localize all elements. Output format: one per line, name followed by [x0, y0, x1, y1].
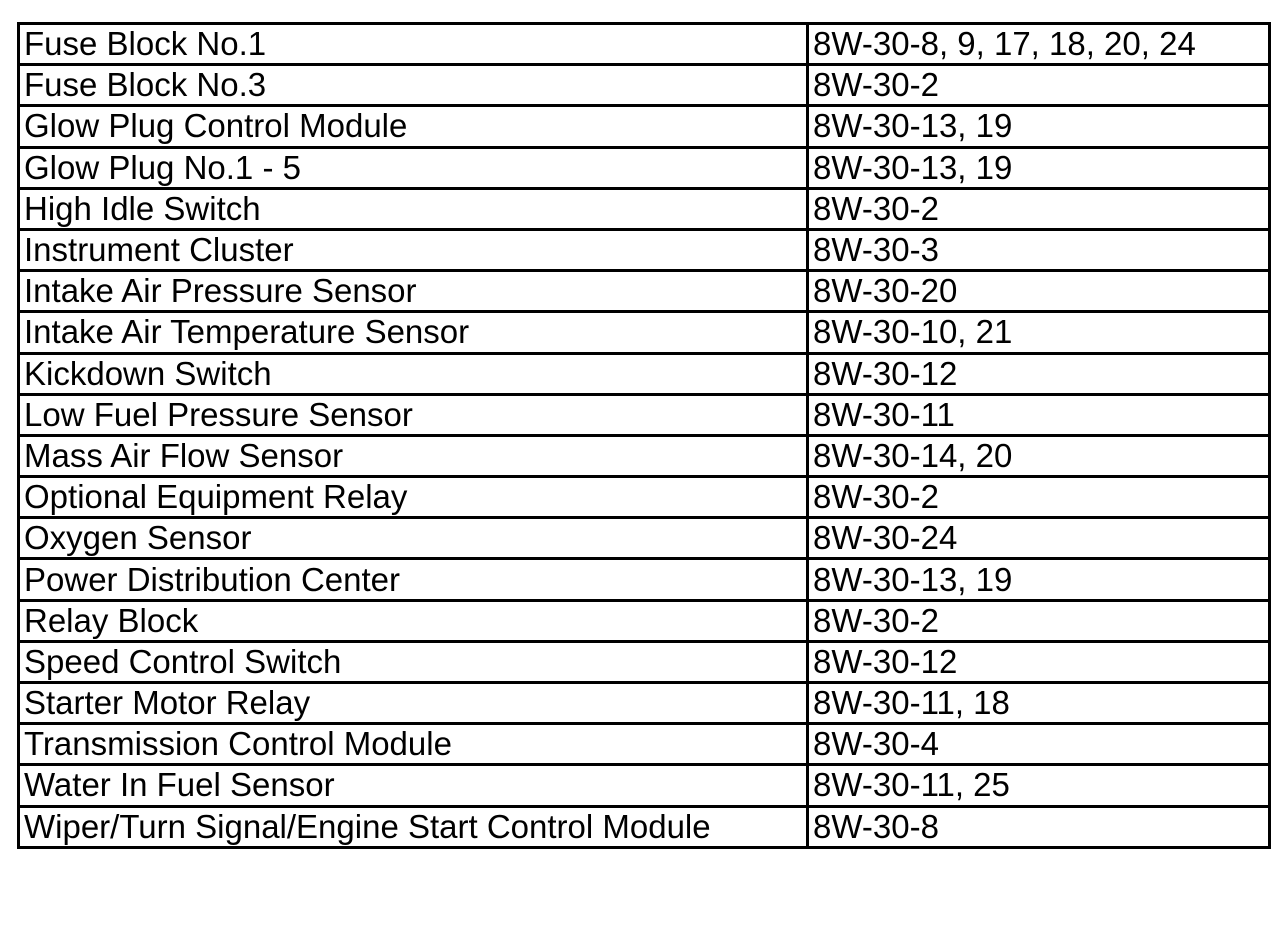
page-reference-cell: 8W-30-12 — [808, 353, 1270, 394]
component-name-cell: Intake Air Temperature Sensor — [19, 312, 808, 353]
table-row — [19, 683, 1270, 724]
component-index-table — [17, 22, 1271, 849]
table-row — [19, 271, 1270, 312]
component-name-cell: Fuse Block No.3 — [19, 65, 808, 106]
component-name-cell: Water In Fuel Sensor — [19, 765, 808, 806]
page-reference-cell: 8W-30-8, 9, 17, 18, 20, 24 — [808, 24, 1270, 65]
component-name-cell: Fuse Block No.1 — [19, 24, 808, 65]
component-name-cell: Starter Motor Relay — [19, 683, 808, 724]
component-name-cell: Relay Block — [19, 600, 808, 641]
table-row — [19, 477, 1270, 518]
table-row — [19, 435, 1270, 476]
table-row — [19, 518, 1270, 559]
page-reference-cell: 8W-30-2 — [808, 65, 1270, 106]
page-reference-cell: 8W-30-4 — [808, 724, 1270, 765]
page-reference-cell: 8W-30-13, 19 — [808, 106, 1270, 147]
table-row — [19, 559, 1270, 600]
component-name-cell: Mass Air Flow Sensor — [19, 435, 808, 476]
table-row — [19, 106, 1270, 147]
page-reference-cell: 8W-30-11 — [808, 394, 1270, 435]
component-name-cell: Power Distribution Center — [19, 559, 808, 600]
table-row — [19, 724, 1270, 765]
table-row — [19, 806, 1270, 847]
table-row — [19, 229, 1270, 270]
component-name-cell: Instrument Cluster — [19, 229, 808, 270]
page-reference-cell: 8W-30-8 — [808, 806, 1270, 847]
page-reference-cell: 8W-30-20 — [808, 271, 1270, 312]
page-reference-cell: 8W-30-12 — [808, 641, 1270, 682]
page-reference-cell: 8W-30-2 — [808, 188, 1270, 229]
component-name-cell: Kickdown Switch — [19, 353, 808, 394]
component-name-cell: Glow Plug Control Module — [19, 106, 808, 147]
page-reference-cell: 8W-30-2 — [808, 477, 1270, 518]
table-row — [19, 765, 1270, 806]
table-row — [19, 312, 1270, 353]
page-reference-cell: 8W-30-3 — [808, 229, 1270, 270]
table-row — [19, 188, 1270, 229]
table-row — [19, 65, 1270, 106]
table-row — [19, 641, 1270, 682]
table-row — [19, 394, 1270, 435]
component-name-cell: Oxygen Sensor — [19, 518, 808, 559]
component-name-cell: High Idle Switch — [19, 188, 808, 229]
table-row — [19, 353, 1270, 394]
table-row — [19, 600, 1270, 641]
page-reference-cell: 8W-30-24 — [808, 518, 1270, 559]
page-reference-cell: 8W-30-2 — [808, 600, 1270, 641]
page-reference-cell: 8W-30-13, 19 — [808, 559, 1270, 600]
component-name-cell: Glow Plug No.1 - 5 — [19, 147, 808, 188]
component-name-cell: Optional Equipment Relay — [19, 477, 808, 518]
page-reference-cell: 8W-30-10, 21 — [808, 312, 1270, 353]
page-reference-cell: 8W-30-11, 25 — [808, 765, 1270, 806]
table-row — [19, 24, 1270, 65]
page-reference-cell: 8W-30-11, 18 — [808, 683, 1270, 724]
component-name-cell: Wiper/Turn Signal/Engine Start Control Module — [19, 806, 808, 847]
component-name-cell: Intake Air Pressure Sensor — [19, 271, 808, 312]
component-name-cell: Transmission Control Module — [19, 724, 808, 765]
table-row — [19, 147, 1270, 188]
page-reference-cell: 8W-30-14, 20 — [808, 435, 1270, 476]
page-reference-cell: 8W-30-13, 19 — [808, 147, 1270, 188]
component-name-cell: Speed Control Switch — [19, 641, 808, 682]
component-name-cell: Low Fuel Pressure Sensor — [19, 394, 808, 435]
